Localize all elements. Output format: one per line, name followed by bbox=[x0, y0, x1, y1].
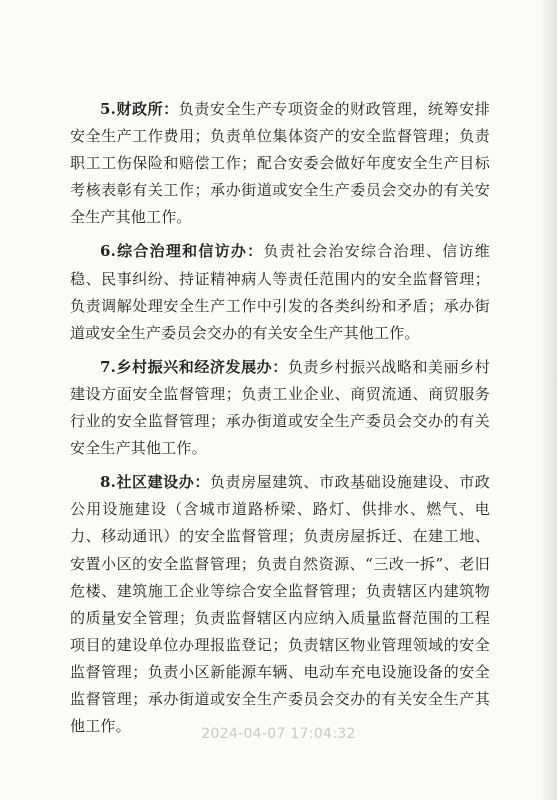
paragraph-title: 8.社区建设办： bbox=[100, 473, 210, 492]
document-body bbox=[70, 96, 490, 747]
paragraph-governance-petition-office bbox=[70, 238, 490, 346]
paragraph-text: 负责房屋建筑、市政基础设施建设、市政公用设施建设（含城市道路桥梁、路灯、供排水、燃气、电力、移动通讯）的安全监督管理；负责房屋拆迁、在建工地、安置小区的安全监督管理；负责自然资源、“三改一拆”、老旧危楼、建筑施工企业等综合安全监督管理；负责辖区内建筑物的质量安全管理；负责监督辖区内应纳入质量监督范围的工程项目的建设单位办理报监登记；负责辖区物业管理领域的安全监督管理；负责小区新能源车辆、电动车充电设施设备的安全监督管理；承办街道或安全生产委员会交办的有关安全生产其他工作。 bbox=[70, 473, 490, 736]
scan-timestamp-watermark: 2024-04-07 17:04:32 bbox=[201, 726, 356, 742]
scan-shadow-edge bbox=[539, 0, 557, 800]
paragraph-text: 负责社会治安综合治理、信访维稳、民事纠纷、持证精神病人等责任范围内的安全监督管理；负责调解处理安全生产工作中引发的各类纠纷和矛盾；承办街道或安全生产委员会交办的有关安全生产其他工作。 bbox=[70, 242, 490, 342]
paragraph-rural-revitalization-office bbox=[70, 354, 490, 462]
paragraph-title: 7.乡村振兴和经济发展办： bbox=[100, 357, 288, 376]
paragraph-finance-office bbox=[70, 96, 490, 231]
paragraph-text: 负责安全生产专项资金的财政管理，统筹安排安全生产工作费用；负责单位集体资产的安全监督管理；负责职工工伤保险和赔偿工作；配合安委会做好年度安全生产目标考核表彰有关工作；承办街道或安全生产委员会交办的有关安全生产其他工作。 bbox=[70, 100, 490, 227]
paragraph-title: 5.财政所： bbox=[100, 100, 179, 118]
paragraph-title: 6.综合治理和信访办： bbox=[100, 242, 264, 261]
paragraph-community-construction-office bbox=[70, 469, 490, 740]
paragraph-text: 负责乡村振兴战略和美丽乡村建设方面安全监督管理；负责工业企业、商贸流通、商贸服务行业的安全监督管理；承办街道或安全生产委员会交办的有关安全生产其他工作。 bbox=[70, 357, 490, 458]
